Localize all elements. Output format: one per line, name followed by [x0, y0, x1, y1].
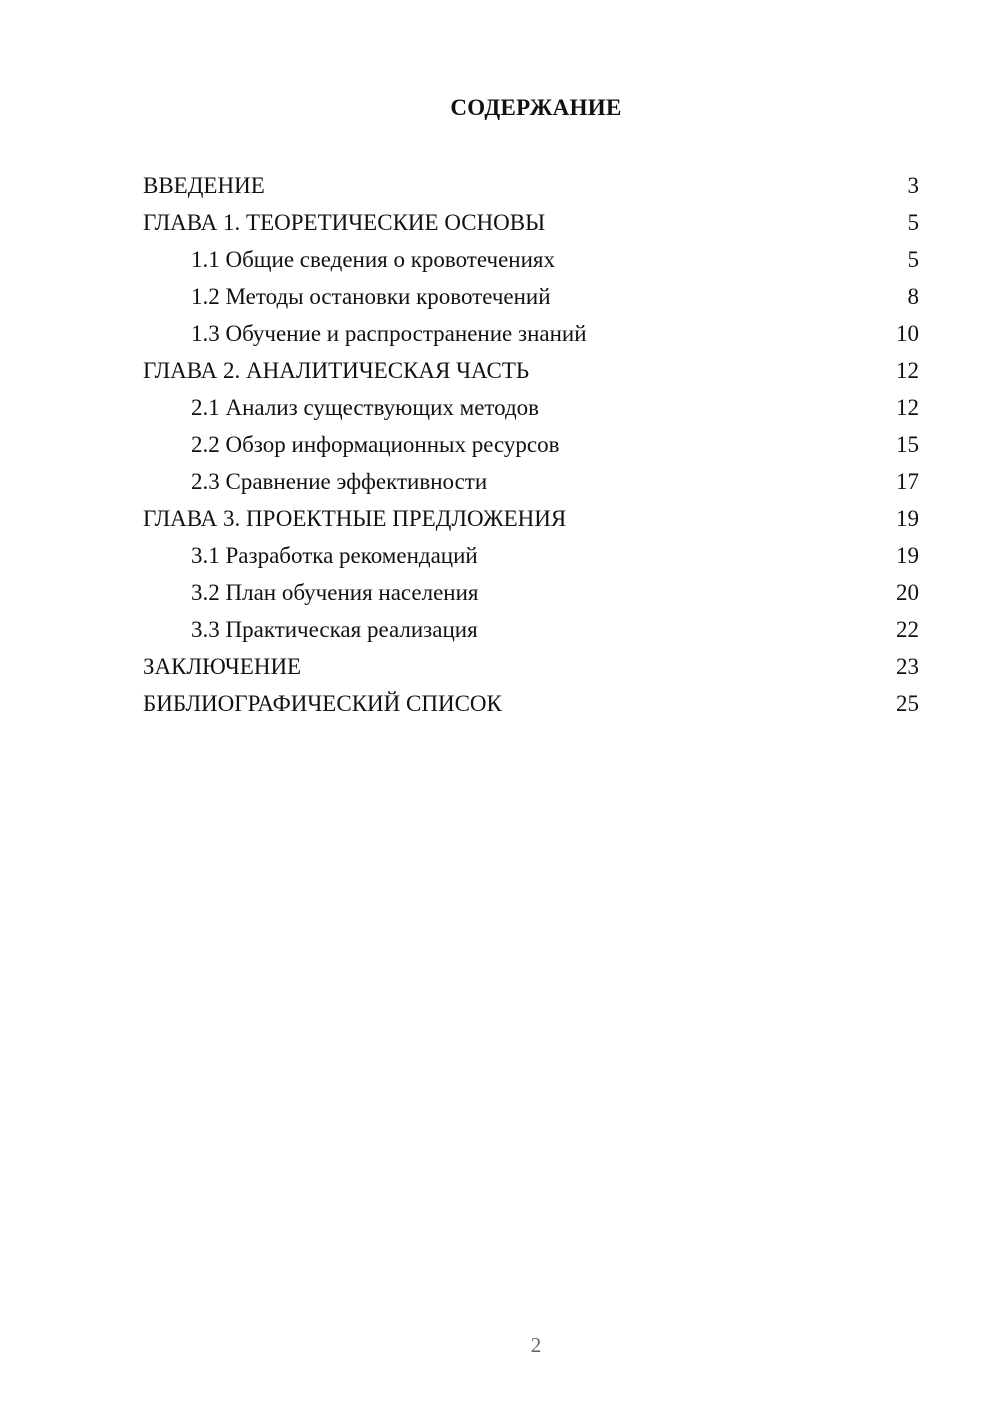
toc-entry-page: 23: [896, 654, 919, 679]
toc-entry-page: 25: [896, 691, 919, 716]
toc-entry-label: 1.1 Общие сведения о кровотечениях: [191, 247, 555, 272]
toc-entry-page: 5: [907, 247, 919, 272]
toc-entry-label: 2.2 Обзор информационных ресурсов: [191, 432, 560, 457]
toc-entry[interactable]: [143, 167, 919, 204]
toc-entry-page: 17: [896, 469, 919, 494]
toc-entry-label: ГЛАВА 3. ПРОЕКТНЫЕ ПРЕДЛОЖЕНИЯ: [143, 506, 567, 531]
toc-entry-page: 8: [907, 284, 919, 309]
toc-entry-label: ЗАКЛЮЧЕНИЕ: [143, 654, 302, 679]
toc-entry-label: ГЛАВА 2. АНАЛИТИЧЕСКАЯ ЧАСТЬ: [143, 358, 530, 383]
toc-entry[interactable]: [143, 500, 919, 537]
toc-entry-page: 12: [896, 395, 919, 420]
toc-subentry[interactable]: [143, 611, 919, 648]
page-number: 2: [530, 1333, 542, 1357]
toc-entry-label: 1.2 Методы остановки кровотечений: [191, 284, 551, 309]
toc-entry-page: 19: [896, 506, 919, 531]
toc-subentry[interactable]: [143, 537, 919, 574]
table-of-contents: [143, 167, 919, 722]
toc-entry[interactable]: [143, 648, 919, 685]
toc-subentry[interactable]: [143, 574, 919, 611]
toc-entry-page: 15: [896, 432, 919, 457]
toc-entry[interactable]: [143, 204, 919, 241]
toc-title: СОДЕРЖАНИЕ: [450, 95, 622, 120]
toc-entry-label: 2.3 Сравнение эффективности: [191, 469, 488, 494]
toc-entry-page: 3: [907, 173, 919, 198]
toc-entry-page: 5: [907, 210, 919, 235]
toc-subentry[interactable]: [143, 315, 919, 352]
toc-subentry[interactable]: [143, 241, 919, 278]
toc-entry-page: 20: [896, 580, 919, 605]
toc-entry-page: 12: [896, 358, 919, 383]
toc-entry-label: ГЛАВА 1. ТЕОРЕТИЧЕСКИЕ ОСНОВЫ: [143, 210, 546, 235]
toc-entry-label: 3.1 Разработка рекомендаций: [191, 543, 478, 568]
toc-entry-label: 1.3 Обучение и распространение знаний: [191, 321, 587, 346]
toc-entry-page: 22: [896, 617, 919, 642]
toc-entry-label: 3.3 Практическая реализация: [191, 617, 478, 642]
toc-subentry[interactable]: [143, 463, 919, 500]
toc-entry-page: 19: [896, 543, 919, 568]
toc-entry[interactable]: [143, 685, 919, 722]
toc-entry-label: 2.1 Анализ существующих методов: [191, 395, 540, 420]
toc-entry-page: 10: [896, 321, 919, 346]
toc-entry-label: ВВЕДЕНИЕ: [143, 173, 265, 198]
toc-entry-label: БИБЛИОГРАФИЧЕСКИЙ СПИСОК: [143, 691, 502, 716]
toc-entry-label: 3.2 План обучения населения: [191, 580, 479, 605]
toc-subentry[interactable]: [143, 389, 919, 426]
toc-entry[interactable]: [143, 352, 919, 389]
toc-subentry[interactable]: [143, 426, 919, 463]
toc-subentry[interactable]: [143, 278, 919, 315]
